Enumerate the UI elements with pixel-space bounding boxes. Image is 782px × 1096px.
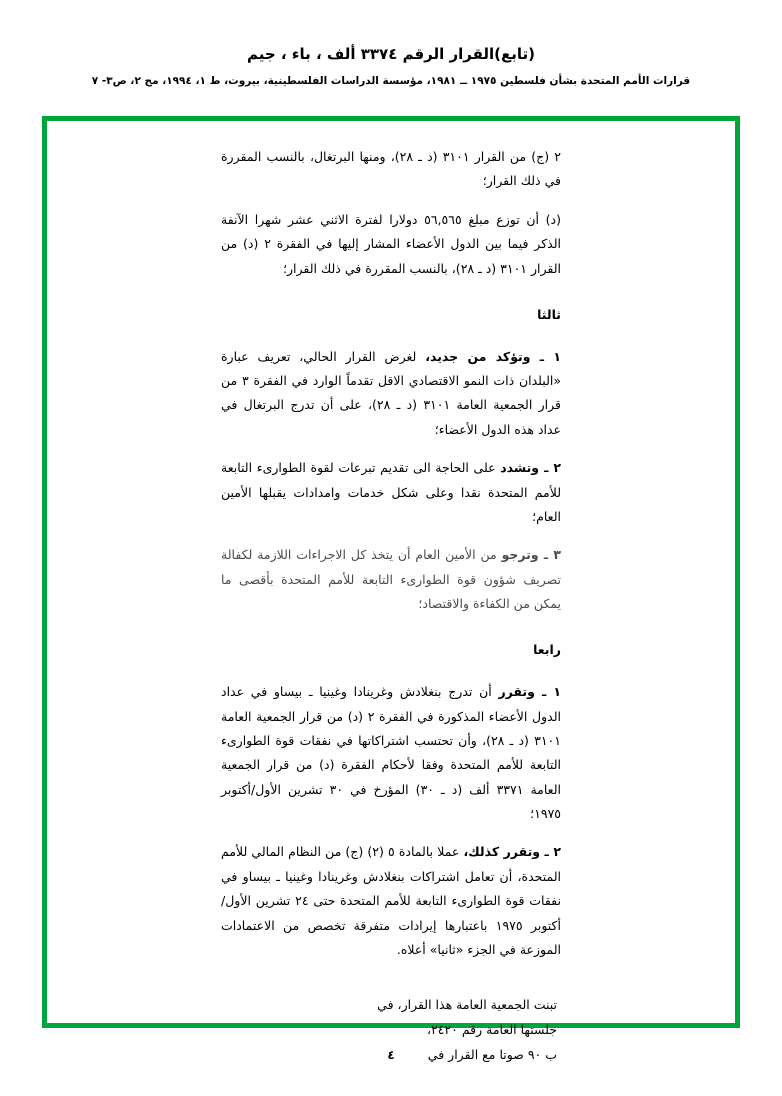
paragraph-2c: ٢ (ج) من القرار ٣١٠١ (د ـ ٢٨)، ومنها البرتغال، بالنسب المقررة في ذلك القرار؛: [221, 149, 561, 189]
section-fourth-item-2-lead: ٢ ـ وتقرر كذلك،: [463, 844, 561, 860]
document-header: [0, 0, 782, 87]
green-border-frame: [42, 116, 740, 1063]
document-source-citation: قرارات الأمم المتحدة بشأن فلسطين ١٩٧٥ ــ ١٩٨١، مؤسسة الدراسات الفلسطينية، بيروت، ط ١، ١٩٩٤، مج ٢، ص٣- ٧: [91, 75, 691, 87]
section-third-item-1-text: لغرض القرار الحالي، تعريف عبارة «البلدان ذات النمو الاقتصادي الاقل تقدماً الوارد في الفقرة ٣ من قرار الجمعية العامة ٣١٠١ (د ـ ٢٨)، على أن تدرج البرتغال في عداد هذه الدول الأعضاء؛: [221, 348, 562, 437]
section-fourth-item-1: [221, 680, 561, 826]
section-heading-fourth: رابعا: [533, 642, 561, 658]
section-fourth-item-2-text: عملا بالمادة ٥ (٢) (ج) من النظام المالي للأمم المتحدة، أن تعامل اشتراكات بنغلادش وغرينادا وغينيا ـ بيساو في نفقات قوة الطوارىء التابعة للأمم المتحدة حتى ٢٤ تشرين الأول/أكتوبر ١٩٧٥ باعتبارها إيرادات متفرقة تخصص من الاعتمادات الموزعة في الجزء «ثانيا» أعلاه.: [221, 844, 561, 957]
section-third-item-3-lead: ٣ ـ وترجو: [501, 547, 562, 563]
closing-line-3: ب ٩٠ صوتا مع القرار في: [427, 1047, 557, 1063]
section-third-item-3: [221, 543, 561, 616]
document-body: [221, 145, 561, 1067]
section-third-item-1: [221, 345, 561, 443]
closing-line-1: تبنت الجمعية العامة هذا القرار، في: [377, 997, 557, 1013]
section-fourth-item-1-lead: ١ ـ وتقرر: [498, 684, 561, 700]
section-third-item-1-lead: ١ ـ وتؤكد من جديد،: [425, 348, 561, 364]
page-number: ٤: [387, 1048, 395, 1062]
section-heading-third: ثالثا: [537, 306, 561, 322]
document-title: (تابع)القرار الرقم ٣٣٧٤ ألف ، باء ، جيم: [246, 45, 536, 63]
section-third-item-3-text: من الأمين العام أن يتخذ كل الاجراءات اللازمة لكفالة تصريف شؤون قوة الطوارىء التابعة للأمم المتحدة بأقصى ما يمكن من الكفاءة والاقتصاد؛: [221, 547, 561, 611]
section-third-item-2-lead: ٢ ـ وتشدد: [500, 460, 562, 476]
paragraph-2d: (د) أن توزع مبلغ ٥٦,٥٦٥ دولارا لفترة الاثني عشر شهرا الآنفة الذكر فيما بين الدول الأعضاء المشار إليها في الفقرة ٢ (د) من القرار ٣١٠١ (د ـ ٢٨)، بالنسب المقررة في ذلك القرار؛: [221, 211, 561, 276]
section-fourth-item-2: [221, 840, 561, 962]
closing-line-2: جلستها العامة رقم ٢٤٢٠،: [426, 1022, 557, 1038]
section-third-item-2-text: على الحاجة الى تقديم تبرعات لقوة الطوارىء التابعة للأمم المتحدة نقدا وعلى شكل خدمات وامدادات يقبلها الأمين العام؛: [221, 460, 561, 524]
section-third-item-2: [221, 456, 561, 529]
section-fourth-item-1-text: أن تدرج بنغلادش وغرينادا وغينيا ـ بيساو في عداد الدول الأعضاء المذكورة في الفقرة ٢ (د) من قرار الجمعية العامة ٣١٠١ (د ـ ٢٨)، وأن تحتسب اشتراكاتها في نفقات قوة الطوارىء التابعة للأمم المتحدة وفقا لأحكام الفقرة (د) من قرار الجمعية العامة ٣٣٧١ ألف (د ـ ٣٠) المؤرخ في ٣٠ تشرين الأول/أكتوبر ١٩٧٥؛: [221, 684, 561, 821]
